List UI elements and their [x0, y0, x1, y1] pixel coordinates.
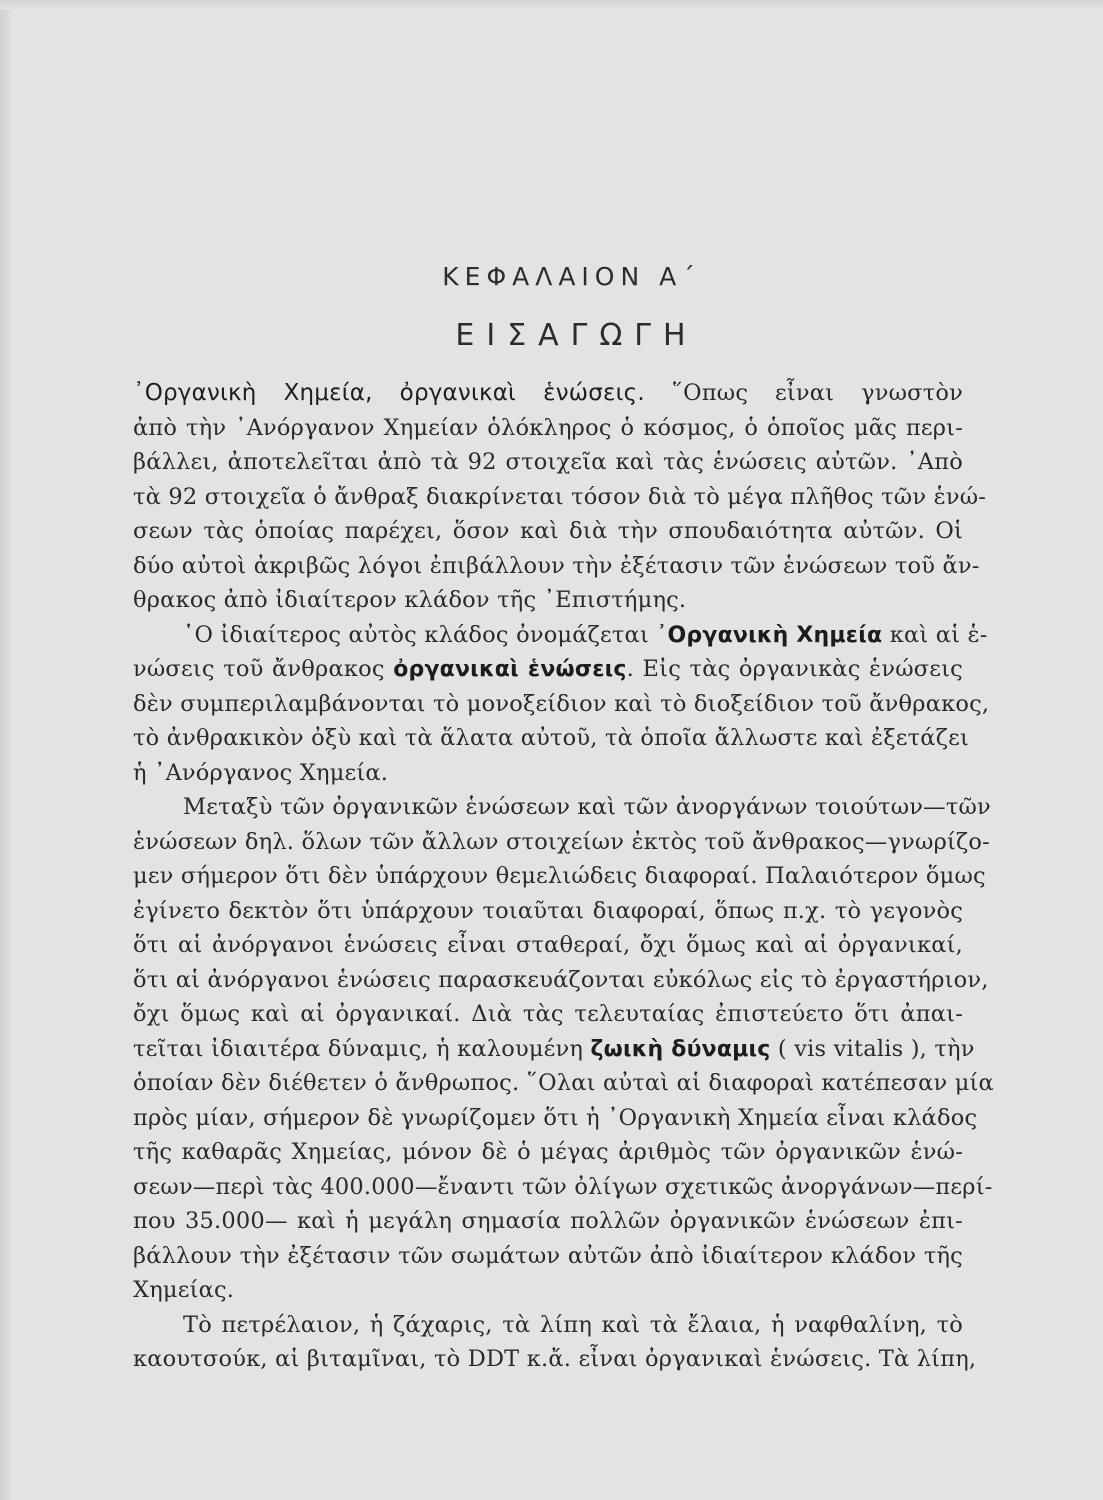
text-line: πρὸς μίαν, σήμερον δὲ γνωρίζομεν ὅτι ἡ ᾿Οργανικὴ Χημεία εἶναι κλάδος	[133, 1104, 978, 1131]
text-line: Μεταξὺ τῶν ὀργανικῶν ἑνώσεων καὶ τῶν ἀνοργάνων τοιούτων—τῶν	[183, 794, 991, 820]
line-text: ῾Ο ἰδιαίτερος αὐτὸς κλάδος ὀνομάζεται	[183, 621, 657, 648]
line-text: ( vis vitalis ), τὴν	[770, 1035, 975, 1062]
text-line: σεων τὰς ὁποίας παρέχει, ὅσον καὶ διὰ τὴν σπουδαιότητα αὐτῶν. Οἱ	[133, 518, 963, 544]
text-line: δὲν συμπεριλαμβάνονται τὸ μονοξείδιον καὶ τὸ διοξείδιον τοῦ ἄνθρακος,	[133, 690, 990, 717]
line-text: νώσεις τοῦ ἄνθρακος	[133, 656, 394, 682]
line-text: καὶ αἱ ἑ-	[882, 621, 988, 648]
text-line	[133, 652, 963, 687]
text-line: τὸ ἀνθρακικὸν ὀξὺ καὶ τὰ ἅλατα αὐτοῦ, τὰ ὁποῖα ἄλλωστε καὶ ἐξετάζει	[133, 725, 969, 751]
text-line: σεων—περὶ τὰς 400.000—ἔναντι τῶν ὀλίγων σχετικῶς ἀνοργάνων—περί-	[133, 1173, 993, 1200]
line-text: ῞Οπως εἶναι γνωστὸν	[644, 380, 963, 406]
text-line: τὰ 92 στοιχεῖα ὁ ἄνθραξ διακρίνεται τόσον διὰ τὸ μέγα πλῆθος τῶν ἑνώ-	[133, 483, 987, 510]
line-text: τεῖται ἰδιαιτέρα δύναμις, ἡ καλουμένη	[133, 1035, 591, 1062]
text-line: ἐγίνετο δεκτὸν ὅτι ὑπάρχουν τοιαῦται διαφοραί, ὅπως π.χ. τὸ γεγονὸς	[133, 897, 963, 924]
term-organic-compounds: ὀργανικαὶ ἑνώσεις	[393, 657, 627, 682]
text-line: μεν σήμερον ὅτι δὲν ὑπάρχουν θεμελιώδεις διαφοραί. Παλαιότερον ὅμως	[133, 863, 986, 889]
scan-edge-top	[0, 0, 1103, 10]
text-line: βάλλουν τὴν ἐξέτασιν τῶν σωμάτων αὐτῶν ἀπὸ ἰδιαίτερον κλάδον τῆς	[133, 1242, 963, 1269]
text-line: ὅτι αἱ ἀνόργανοι ἑνώσεις παρασκευάζονται εὐκόλως εἰς τὸ ἐργαστήριον,	[133, 966, 989, 993]
text-line: θρακος ἀπὸ ἰδιαίτερον κλάδον τῆς ᾿Επιστήμης.	[133, 587, 687, 613]
text-line: ὄχι ὅμως καὶ αἱ ὀργανικαί. Διὰ τὰς τελευταίας ἐπιστεύετο ὅτι ἀπαι-	[133, 1001, 963, 1027]
text-line	[133, 1032, 975, 1067]
chapter-title: ΕΙΣΑΓΩΓΗ	[455, 318, 698, 353]
text-line: που 35.000— καὶ ἡ μεγάλη σημασία πολλῶν ὀργανικῶν ἑνώσεων ἐπι-	[133, 1208, 963, 1234]
line-text: . Εἰς τὰς ὀργανικὰς ἑνώσεις	[626, 656, 963, 682]
text-line: ἡ ᾿Ανόργανος Χημεία.	[133, 759, 389, 786]
section-heading: ᾿Οργανικὴ Χημεία, ὀργανικαὶ ἑνώσεις.	[133, 380, 645, 406]
text-line: βάλλει, ἀποτελεῖται ἀπὸ τὰ 92 στοιχεῖα καὶ τὰς ἑνώσεις αὐτῶν. ᾿Απὸ	[133, 449, 963, 475]
term-vital-force: ζωικὴ δύναμις	[590, 1036, 771, 1062]
text-line: Τὸ πετρέλαιον, ἡ ζάχαρις, τὰ λίπη καὶ τὰ ἔλαια, ἡ ναφθαλίνη, τὸ	[183, 1311, 963, 1338]
scan-edge	[0, 0, 14, 1500]
text-line: τῆς καθαρᾶς Χημείας, μόνον δὲ ὁ μέγας ἀριθμὸς τῶν ὀργανικῶν ἑνώ-	[133, 1139, 963, 1165]
text-line: ἑνώσεων δηλ. ὅλων τῶν ἄλλων στοιχείων ἐκτὸς τοῦ ἄνθρακος—γνωρίζο-	[133, 828, 990, 855]
body-text	[133, 376, 994, 1377]
text-line: ὅτι αἱ ἀνόργανοι ἑνώσεις εἶναι σταθεραί, ὄχι ὅμως καὶ αἱ ὀργανικαί,	[133, 932, 963, 958]
text-line	[133, 376, 963, 411]
term-organic-chemistry: ᾿Οργανικὴ Χημεία	[656, 622, 883, 648]
text-line: καουτσούκ, αἱ βιταμῖναι, τὸ DDT κ.ἄ. εἶναι ὀργανικαὶ ἑνώσεις. Τὰ λίπη,	[133, 1346, 977, 1372]
text-line: ἀπὸ τὴν ᾿Ανόργανον Χημείαν ὁλόκληρος ὁ κόσμος, ὁ ὁποῖος μᾶς περι-	[133, 414, 963, 441]
text-line: ὁποίαν δὲν διέθετεν ὁ ἄνθρωπος. ῞Ολαι αὐταὶ αἱ διαφοραὶ κατέπεσαν μία	[133, 1070, 994, 1096]
text-line	[133, 618, 988, 653]
chapter-label: ΚΕΦΑΛΑΙΟΝ Α΄	[442, 262, 701, 291]
text-line: Χημείας.	[133, 1277, 235, 1303]
text-line: δύο αὐτοὶ ἀκριβῶς λόγοι ἐπιβάλλουν τὴν ἐξέτασιν τῶν ἑνώσεων τοῦ ἄν-	[133, 552, 980, 579]
